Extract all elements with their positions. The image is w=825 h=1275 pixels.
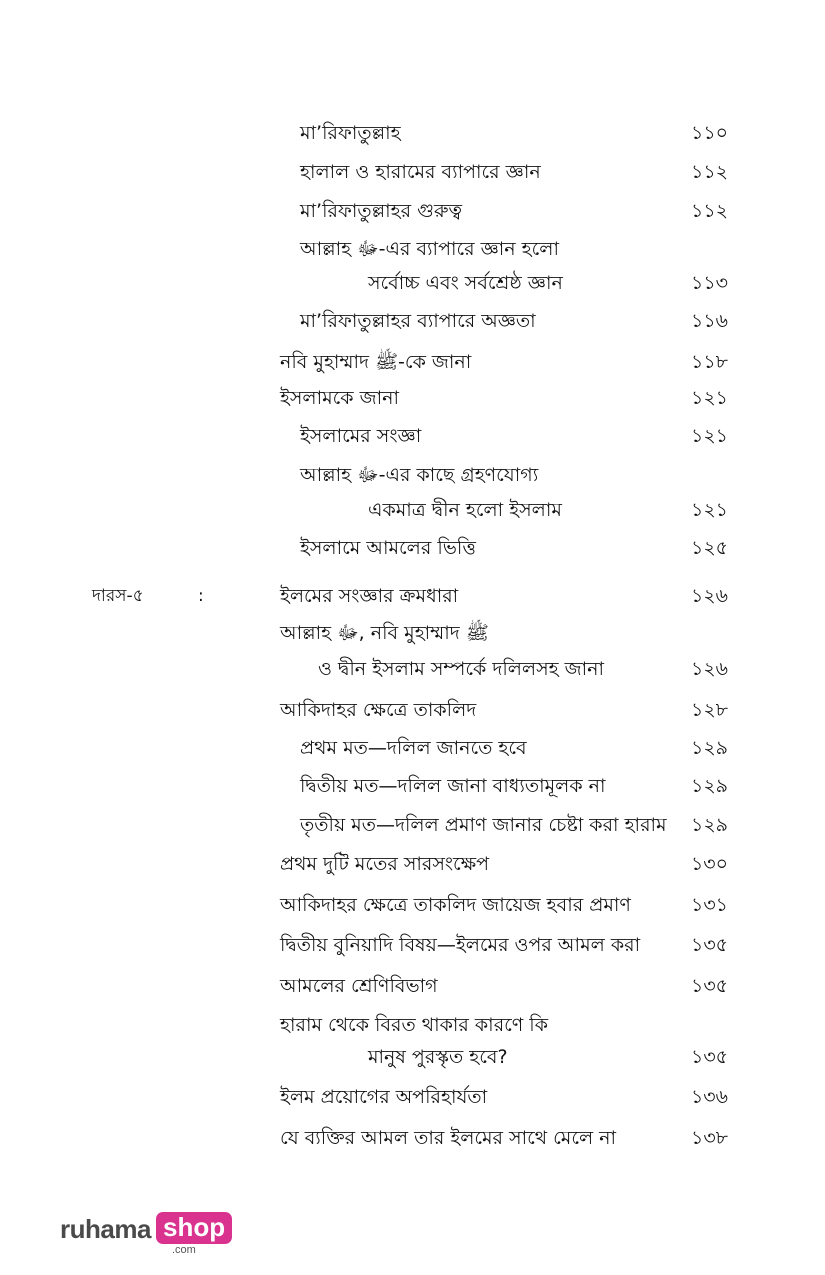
toc-entry-page: ১৩৫	[690, 934, 728, 956]
toc-entry-title: প্রথম মত—দলিল জানতে হবে	[300, 737, 527, 759]
toc-entry-title: যে ব্যক্তির আমল তার ইলমের সাথে মেলে না	[280, 1127, 617, 1149]
toc-entry-page: ১৩৬	[690, 1086, 728, 1108]
logo-text-ruhama: ruhama	[60, 1214, 151, 1244]
toc-entry-title: আকিদাহর ক্ষেত্রে তাকলিদ	[280, 699, 477, 721]
toc-entry-title-continuation: সর্বোচ্চ এবং সর্বশ্রেষ্ঠ জ্ঞান	[368, 272, 563, 294]
toc-entry-title: মা’রিফাতুল্লাহর ব্যাপারে অজ্ঞতা	[300, 310, 536, 332]
toc-entry-title: ইসলামে আমলের ভিত্তি	[300, 537, 476, 559]
toc-entry-title: মা’রিফাতুল্লাহ	[300, 122, 401, 144]
toc-entry-page: ১২১	[690, 425, 728, 447]
toc-entry-page: ১২১	[690, 499, 728, 521]
toc-entry-title: ইলম প্রয়োগের অপরিহার্যতা	[280, 1086, 488, 1108]
toc-entry-page: ১২৬	[690, 585, 728, 607]
logo-text-shop: shop	[156, 1212, 232, 1244]
logo-text-dotcom: .com	[172, 1244, 196, 1256]
toc-entry-title: প্রথম দুটি মতের সারসংক্ষেপ	[280, 853, 489, 875]
toc-entry-page: ১৩৫	[690, 1046, 728, 1068]
toc-entry-page: ১১৮	[691, 351, 728, 373]
toc-entry-page: ১৩১	[690, 894, 728, 916]
toc-entry-page: ১২৯	[690, 814, 728, 836]
toc-entry-title: দ্বিতীয় মত—দলিল জানা বাধ্যতামূলক না	[300, 775, 606, 797]
toc-entry-title: তৃতীয় মত—দলিল প্রমাণ জানার চেষ্টা করা হারাম	[300, 814, 667, 836]
toc-entry-page: ১২৬	[690, 658, 728, 680]
toc-entry-title: দ্বিতীয় বুনিয়াদি বিষয়—ইলমের ওপর আমল করা	[280, 934, 641, 956]
toc-entry-title: আমলের শ্রেণিবিভাগ	[280, 975, 438, 997]
ruhamashop-logo	[60, 1212, 230, 1256]
toc-entry-page: ১২৯	[690, 775, 728, 797]
toc-entry-title-continuation: ও দ্বীন ইসলাম সম্পর্কে দলিলসহ জানা	[318, 658, 605, 680]
toc-entry-page: ১২৫	[690, 537, 728, 559]
toc-entry-title: ইসলামকে জানা	[280, 387, 399, 409]
section-label: দারস-৫	[92, 586, 144, 606]
toc-entry-page: ১৩০	[690, 853, 728, 875]
toc-entry-page: ১১৩	[690, 272, 728, 294]
toc-entry-title-continuation: একমাত্র দ্বীন হলো ইসলাম	[368, 499, 562, 521]
toc-entry-page: ১২১	[690, 387, 728, 409]
toc-entry-title: ইসলামের সংজ্ঞা	[300, 425, 422, 447]
toc-entry-page: ১১২	[690, 161, 728, 183]
toc-entry-title: আল্লাহ ﷻ, নবি মুহাম্মাদ ﷺ	[280, 622, 489, 644]
toc-entry-title: হালাল ও হারামের ব্যাপারে জ্ঞান	[300, 161, 541, 183]
toc-entry-page: ১৩৮	[690, 1127, 728, 1149]
toc-entry-page: ১১০	[690, 122, 728, 144]
toc-entry-page: ১১৬	[690, 310, 728, 332]
toc-entry-title: ইলমের সংজ্ঞার ক্রমধারা	[280, 585, 459, 607]
toc-entry-title: মা’রিফাতুল্লাহর গুরুত্ব	[300, 200, 463, 222]
section-colon: :	[198, 586, 204, 606]
toc-entry-page: ১৩৫	[690, 975, 728, 997]
toc-entry-title: নবি মুহাম্মাদ ﷺ-কে জানা	[280, 351, 472, 373]
toc-entry-title: হারাম থেকে বিরত থাকার কারণে কি	[280, 1014, 549, 1036]
toc-entry-page: ১১২	[690, 200, 728, 222]
toc-entry-title: আল্লাহ ﷻ-এর কাছে গ্রহণযোগ্য	[300, 464, 539, 486]
toc-entry-page: ১২৮	[690, 699, 728, 721]
toc-entry-title: আল্লাহ ﷻ-এর ব্যাপারে জ্ঞান হলো	[300, 238, 559, 260]
toc-entry-title: আকিদাহর ক্ষেত্রে তাকলিদ জায়েজ হবার প্রমাণ	[280, 894, 631, 916]
toc-entry-page: ১২৯	[690, 737, 728, 759]
toc-entry-title-continuation: মানুষ পুরস্কৃত হবে?	[368, 1046, 508, 1068]
